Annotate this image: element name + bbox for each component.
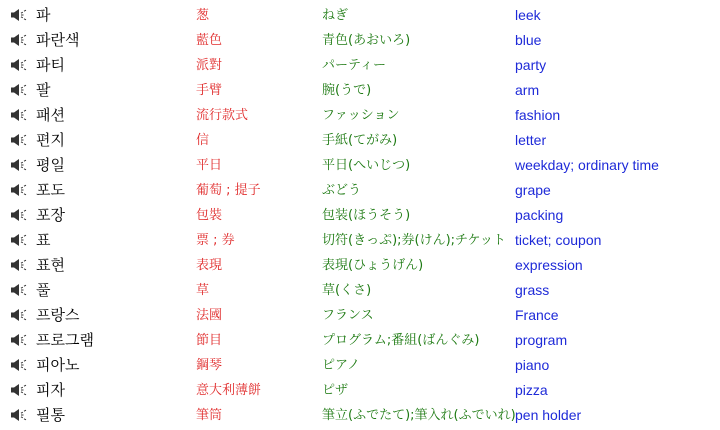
japanese-translation: ピアノ [322,358,360,373]
chinese-translation: 節目 [196,333,223,348]
korean-word: 풀 [36,281,51,299]
speaker-icon[interactable] [10,8,27,22]
chinese-translation: 手臂 [196,83,223,98]
english-translation: grass [515,282,550,298]
chinese-translation: 意大利薄餅 [196,383,262,398]
korean-word: 평일 [36,156,65,174]
speaker-icon[interactable] [10,83,27,97]
english-translation: piano [515,357,550,373]
vocab-row [0,103,720,128]
chinese-translation: 法國 [196,308,223,323]
chinese-translation: 流行款式 [196,108,249,123]
chinese-translation: 表現 [196,258,223,273]
korean-word: 파티 [36,56,65,74]
vocab-row [0,153,720,178]
english-translation: weekday; ordinary time [515,157,659,173]
chinese-translation: 票 ; 券 [196,233,235,248]
speaker-icon[interactable] [10,408,27,422]
speaker-icon[interactable] [10,258,27,272]
japanese-translation: フランス [322,308,374,323]
vocab-row [0,253,720,278]
vocab-row [0,353,720,378]
speaker-icon[interactable] [10,308,27,322]
chinese-translation: 草 [196,283,210,298]
japanese-translation: 包装(ほうそう) [322,208,411,223]
english-translation: blue [515,32,542,48]
korean-word: 표현 [36,256,65,274]
english-translation: pen holder [515,407,582,423]
japanese-translation: 平日(へいじつ) [322,158,411,173]
speaker-icon[interactable] [10,333,27,347]
english-translation: packing [515,207,564,223]
vocab-row [0,128,720,153]
english-translation: pizza [515,382,548,398]
vocab-row [0,28,720,53]
english-translation: expression [515,257,583,273]
speaker-icon[interactable] [10,58,27,72]
speaker-icon[interactable] [10,133,27,147]
japanese-translation: プログラム;番組(ばんぐみ) [322,333,480,348]
japanese-translation: 草(くさ) [322,283,372,298]
speaker-icon[interactable] [10,208,27,222]
korean-word: 파 [36,6,51,24]
vocab-row [0,203,720,228]
japanese-translation: ぶどう [322,183,362,198]
vocab-row [0,278,720,303]
japanese-translation: 筆立(ふでたて);筆入れ(ふでいれ) [322,408,516,423]
chinese-translation: 葡萄 ; 提子 [196,183,261,198]
korean-word: 편지 [36,131,65,149]
korean-word: 피아노 [36,356,80,374]
english-translation: party [515,57,547,73]
japanese-translation: 切符(きっぷ);券(けん);チケット [322,233,506,248]
english-translation: program [515,332,568,348]
korean-word: 프랑스 [36,306,80,324]
chinese-translation: 包裝 [196,208,223,223]
korean-word: 표 [36,231,51,249]
chinese-translation: 信 [196,133,210,148]
english-translation: arm [515,82,540,98]
speaker-icon[interactable] [10,233,27,247]
chinese-translation: 平日 [196,158,223,173]
korean-word: 포도 [36,181,65,199]
japanese-translation: 手紙(てがみ) [322,133,398,148]
speaker-icon[interactable] [10,158,27,172]
speaker-icon[interactable] [10,183,27,197]
chinese-translation: 筆筒 [196,408,223,423]
korean-word: 파란색 [36,31,80,49]
korean-word: 필통 [36,406,65,424]
english-translation: fashion [515,107,561,123]
vocab-row [0,403,720,428]
vocab-row [0,78,720,103]
chinese-translation: 藍色 [196,33,223,48]
speaker-icon[interactable] [10,358,27,372]
speaker-icon[interactable] [10,283,27,297]
korean-word: 패션 [36,106,65,124]
japanese-translation: ピザ [322,383,349,398]
english-translation: letter [515,132,547,148]
speaker-icon[interactable] [10,108,27,122]
japanese-translation: 表現(ひょうげん) [322,258,424,273]
chinese-translation: 鋼琴 [196,358,223,373]
vocab-row [0,178,720,203]
english-translation: grape [515,182,551,198]
japanese-translation: 青色(あおいろ) [322,33,411,48]
vocab-row [0,228,720,253]
vocab-row [0,53,720,78]
korean-word: 프로그램 [36,331,94,349]
korean-word: 팔 [36,81,51,99]
chinese-translation: 派對 [196,58,223,73]
japanese-translation: ファッション [322,108,400,123]
korean-word: 포장 [36,206,65,224]
vocab-row [0,328,720,353]
japanese-translation: 腕(うで) [322,83,372,98]
chinese-translation: 葱 [196,8,210,23]
speaker-icon[interactable] [10,383,27,397]
speaker-icon[interactable] [10,33,27,47]
vocab-row [0,378,720,403]
japanese-translation: パーティー [322,58,386,73]
english-translation: leek [515,7,541,23]
english-translation: ticket; coupon [515,232,602,248]
vocab-row [0,3,720,28]
korean-word: 피자 [36,381,65,399]
vocab-row [0,303,720,328]
english-translation: France [515,307,559,323]
japanese-translation: ねぎ [322,8,349,23]
